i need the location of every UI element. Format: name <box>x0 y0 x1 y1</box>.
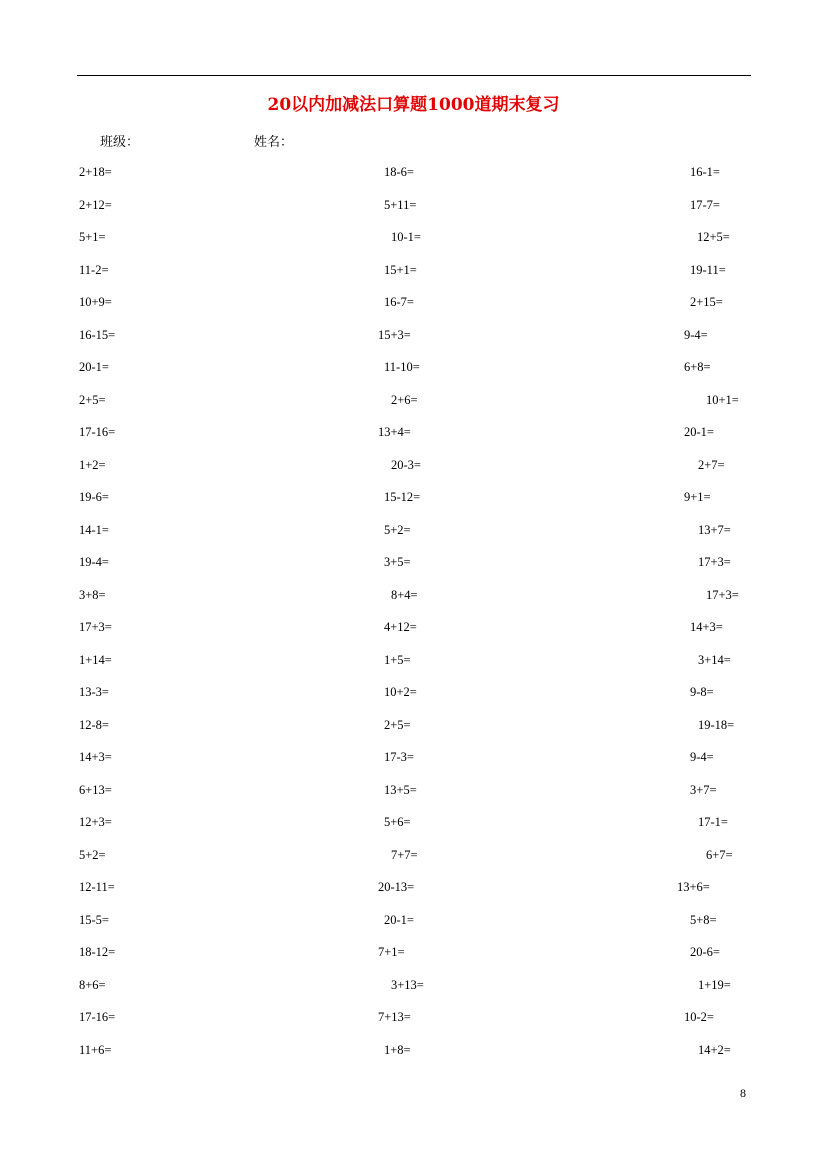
problem-item: 18-6= <box>384 165 414 179</box>
problem-item: 5+2= <box>384 522 411 537</box>
problem-row <box>0 490 827 510</box>
problem-item: 16-1= <box>690 165 720 179</box>
problem-item: 9-8= <box>690 685 714 699</box>
problem-item: 1+2= <box>79 457 106 472</box>
problem-item: 7+13= <box>378 1010 411 1024</box>
problem-item: 10+9= <box>79 295 112 309</box>
problem-item: 8+4= <box>391 587 418 602</box>
problem-item: 11-2= <box>79 262 109 277</box>
problem-item: 17-1= <box>698 815 728 829</box>
problem-item: 9-4= <box>684 327 708 342</box>
problem-row <box>0 165 827 185</box>
problem-item: 20-6= <box>690 945 720 959</box>
problem-item: 5+1= <box>79 230 106 244</box>
problem-row <box>0 198 827 218</box>
problem-row <box>0 295 827 315</box>
problem-item: 1+8= <box>384 1042 411 1057</box>
header-rule <box>77 75 751 76</box>
problem-item: 12+5= <box>697 230 730 244</box>
problem-item: 15+1= <box>384 262 417 277</box>
problem-item: 5+2= <box>79 847 106 862</box>
problem-item: 15-12= <box>384 490 421 504</box>
problem-item: 17-3= <box>384 750 414 764</box>
problem-item: 11+6= <box>79 1042 112 1057</box>
problem-item: 12-8= <box>79 717 109 732</box>
problem-row <box>0 360 827 380</box>
name-label: 姓名： <box>254 135 294 150</box>
class-label: 班级： <box>100 135 140 150</box>
problem-item: 18-12= <box>79 945 116 959</box>
problem-item: 19-18= <box>698 717 735 732</box>
problem-row <box>0 328 827 348</box>
problem-item: 2+7= <box>698 457 725 472</box>
problem-item: 14+2= <box>698 1042 731 1057</box>
problem-item: 20-1= <box>684 425 714 439</box>
problem-row <box>0 685 827 705</box>
problem-row <box>0 263 827 283</box>
problem-item: 13-3= <box>79 685 109 699</box>
problem-item: 17+3= <box>698 555 731 569</box>
problem-row <box>0 750 827 770</box>
problem-item: 10-1= <box>391 230 421 244</box>
problem-item: 7+1= <box>378 945 405 959</box>
problem-item: 5+6= <box>384 815 411 829</box>
problem-row <box>0 848 827 868</box>
problem-item: 10+1= <box>706 392 739 407</box>
problem-item: 17+3= <box>79 620 112 634</box>
problem-item: 5+11= <box>384 197 417 212</box>
problem-item: 5+8= <box>690 912 717 927</box>
problem-item: 17+3= <box>706 587 739 602</box>
problem-row <box>0 620 827 640</box>
problem-item: 3+7= <box>690 782 717 797</box>
problem-item: 13+5= <box>384 782 417 797</box>
problem-item: 19-4= <box>79 555 109 569</box>
problem-item: 6+8= <box>684 360 711 374</box>
problem-item: 19-11= <box>690 262 726 277</box>
problem-item: 16-15= <box>79 327 116 342</box>
problem-row <box>0 523 827 543</box>
problem-item: 2+5= <box>384 717 411 732</box>
problem-item: 2+6= <box>391 392 418 407</box>
problem-item: 20-13= <box>378 880 415 894</box>
problem-item: 17-16= <box>79 425 116 439</box>
problem-item: 12+3= <box>79 815 112 829</box>
problem-row <box>0 880 827 900</box>
problem-item: 2+15= <box>690 295 723 309</box>
problem-row <box>0 718 827 738</box>
problem-item: 12-11= <box>79 880 115 894</box>
problem-item: 7+7= <box>391 847 418 862</box>
problem-item: 13+7= <box>698 522 731 537</box>
problem-row <box>0 425 827 445</box>
problem-row <box>0 783 827 803</box>
problem-item: 20-1= <box>384 912 414 927</box>
problem-item: 15-5= <box>79 912 109 927</box>
problem-row <box>0 230 827 250</box>
problem-item: 10+2= <box>384 685 417 699</box>
problem-item: 19-6= <box>79 490 109 504</box>
problem-item: 10-2= <box>684 1010 714 1024</box>
problem-item: 16-7= <box>384 295 414 309</box>
problem-row <box>0 945 827 965</box>
problem-item: 4+12= <box>384 620 417 634</box>
problem-item: 14-1= <box>79 522 109 537</box>
problem-item: 13+4= <box>378 425 411 439</box>
problem-item: 1+19= <box>698 977 731 992</box>
problem-item: 17-16= <box>79 1010 116 1024</box>
problem-item: 14+3= <box>690 620 723 634</box>
problem-row <box>0 458 827 478</box>
problem-item: 3+5= <box>384 555 411 569</box>
problem-item: 6+13= <box>79 782 112 797</box>
problem-item: 2+12= <box>79 197 112 212</box>
problem-row <box>0 1010 827 1030</box>
problem-item: 20-1= <box>79 360 109 374</box>
problem-row <box>0 653 827 673</box>
problem-row <box>0 1043 827 1063</box>
problem-row <box>0 555 827 575</box>
problem-item: 2+18= <box>79 165 112 179</box>
problem-item: 9+1= <box>684 490 711 504</box>
problem-item: 2+5= <box>79 392 106 407</box>
problem-item: 3+8= <box>79 587 106 602</box>
problem-item: 9-4= <box>690 750 714 764</box>
problem-item: 6+7= <box>706 847 733 862</box>
problem-item: 8+6= <box>79 977 106 992</box>
page-number: 8 <box>740 1086 746 1100</box>
problem-row <box>0 978 827 998</box>
problem-item: 3+13= <box>391 977 424 992</box>
page-title: 20以内加减法口算题1000道期末复习 <box>267 95 560 115</box>
problem-item: 11-10= <box>384 360 420 374</box>
problem-row <box>0 815 827 835</box>
problem-item: 20-3= <box>391 457 421 472</box>
problem-item: 17-7= <box>690 197 720 212</box>
problem-row <box>0 588 827 608</box>
problem-item: 1+5= <box>384 652 411 667</box>
problem-row <box>0 913 827 933</box>
problem-item: 3+14= <box>698 652 731 667</box>
problem-item: 14+3= <box>79 750 112 764</box>
problem-item: 15+3= <box>378 327 411 342</box>
problem-item: 1+14= <box>79 652 112 667</box>
problem-row <box>0 393 827 413</box>
problem-item: 13+6= <box>677 880 710 894</box>
